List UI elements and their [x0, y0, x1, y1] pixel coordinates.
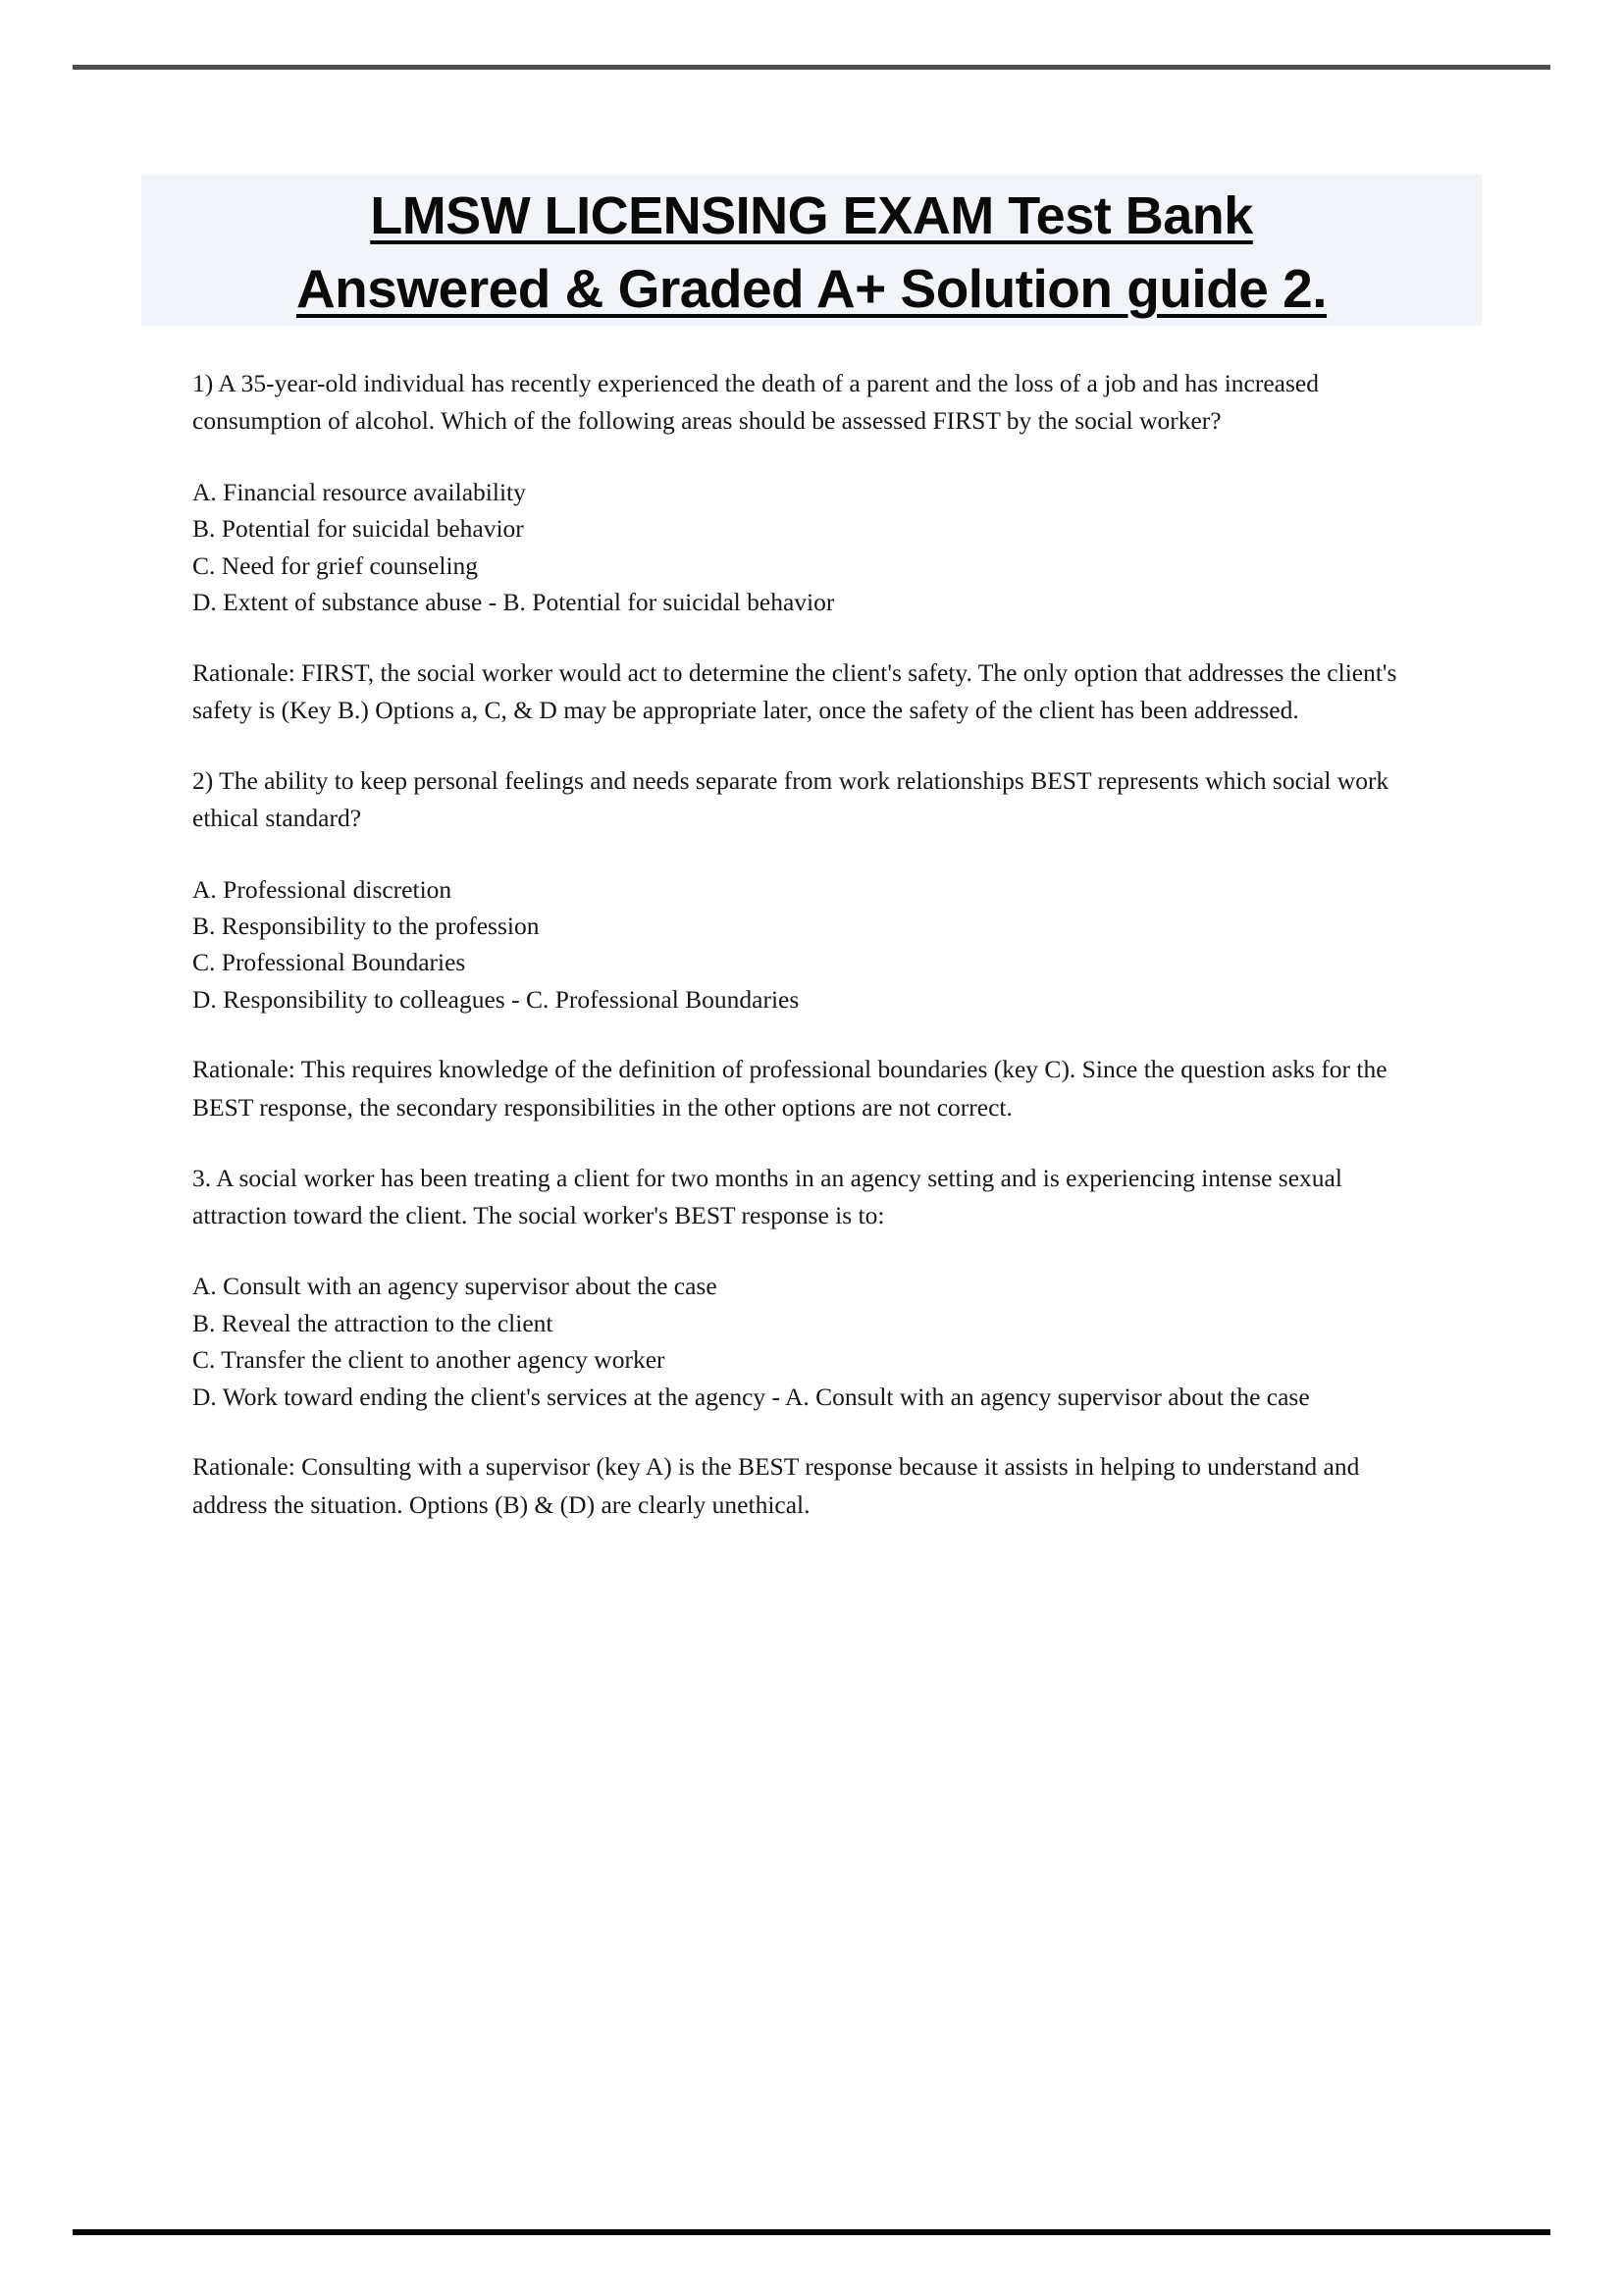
document-content — [192, 175, 1431, 1557]
question-3-rationale — [192, 1448, 1431, 1524]
question-1-stem — [192, 365, 1431, 441]
header-rule — [73, 65, 1550, 70]
question-1-options — [192, 474, 1431, 621]
question-2-options — [192, 871, 1431, 1018]
option-d: D. Extent of substance abuse - B. Potential for suicidal behavior — [192, 588, 835, 617]
question-stem-text: 3. A social worker has been treating a client for two months in an agency setting and is experiencing intense sexual attraction toward the client. The social worker's BEST response is to: — [192, 1163, 1342, 1230]
option-b: B. Potential for suicidal behavior — [192, 514, 524, 544]
option-c: C. Need for grief counseling — [192, 550, 479, 580]
option-c: C. Transfer the client to another agency worker — [192, 1345, 665, 1375]
page-title — [141, 175, 1482, 326]
option-a: A. Professional discretion — [192, 874, 452, 904]
footer-rule — [73, 2229, 1550, 2235]
question-stem-text: 2) The ability to keep personal feelings and needs separate from work relationships BEST represents which social work ethical standard? — [192, 766, 1389, 833]
option-c: C. Professional Boundaries — [192, 948, 466, 977]
rationale-text: Rationale: FIRST, the social worker would act to determine the client's safety. The only option that addresses the client's safety is (Key B.) Options a, C, & D may be appropriate later, once the safety of the client has been addressed. — [192, 657, 1397, 724]
question-2-stem — [192, 762, 1431, 838]
page-title-line-1: LMSW LICENSING EXAM Test Bank — [370, 186, 1253, 245]
option-a: A. Consult with an agency supervisor about the case — [192, 1272, 717, 1301]
question-3-options — [192, 1268, 1431, 1415]
option-b: B. Responsibility to the profession — [192, 911, 540, 940]
option-b: B. Reveal the attraction to the client — [192, 1308, 553, 1337]
document-body — [192, 365, 1431, 1524]
question-stem-text: 1) A 35-year-old individual has recently experienced the death of a parent and the loss of a job and has increased consumption of alcohol. Which of the following areas should be assessed FIRST by the social worker? — [192, 369, 1319, 436]
option-a: A. Financial resource availability — [192, 477, 526, 506]
question-3-stem — [192, 1160, 1431, 1235]
question-2-rationale — [192, 1051, 1431, 1126]
option-d: D. Work toward ending the client's services at the agency - A. Consult with an agency supervisor about the case — [192, 1382, 1310, 1411]
rationale-text: Rationale: Consulting with a supervisor (key A) is the BEST response because it assists in helping to understand and address the situation. Options (B) & (D) are clearly unethical. — [192, 1452, 1360, 1519]
rationale-text: Rationale: This requires knowledge of the definition of professional boundaries (key C). Since the question asks for the BEST response, the secondary responsibilities in the other options are not correct. — [192, 1055, 1387, 1122]
question-1-rationale — [192, 654, 1431, 730]
option-d: D. Responsibility to colleagues - C. Professional Boundaries — [192, 984, 800, 1014]
page-title-line-2: Answered & Graded A+ Solution guide 2. — [295, 258, 1328, 320]
